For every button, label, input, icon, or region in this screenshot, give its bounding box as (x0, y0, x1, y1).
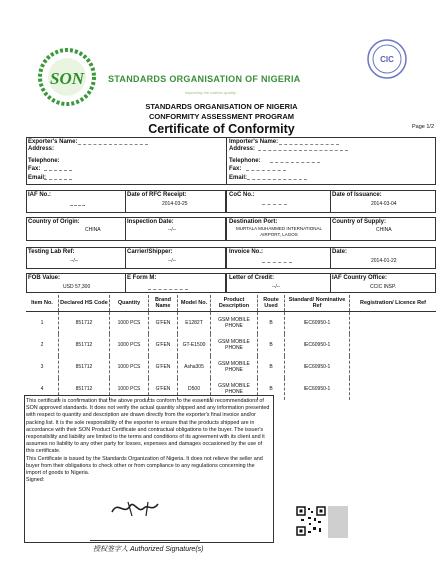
importer-telephone-label: Telephone: (229, 158, 261, 164)
exporter-email-value (44, 179, 72, 180)
header-standard: Standard/ Nominative Ref (285, 295, 350, 312)
cell-standard: IEC60950-1 (285, 334, 350, 356)
cell-brand: G'FEN (149, 334, 178, 356)
table-row (26, 356, 436, 378)
cell-quantity: 1000 PCS (110, 334, 149, 356)
header-item-no: Item No. (26, 295, 59, 312)
credit-label: Letter of Credit: (229, 275, 274, 281)
origin-label: Country of Origin: (28, 219, 80, 225)
cell-standard: IEC60950-1 (285, 312, 350, 335)
importer-email-value (247, 179, 307, 180)
exporter-address-label: Address: (28, 146, 55, 152)
iaf-no-value (70, 205, 85, 206)
redacted-block (328, 506, 348, 538)
exporter-telephone-label: Telephone: (28, 158, 60, 164)
invoice-value (262, 262, 292, 263)
importer-address-label: Address: (229, 146, 256, 152)
carrier-value: --/-- (168, 258, 177, 264)
cell-model: D500 (178, 378, 211, 400)
cell-registration (350, 356, 437, 378)
cell-registration (350, 312, 437, 335)
cell-quantity: 1000 PCS (110, 356, 149, 378)
lab-value: --/-- (70, 258, 79, 264)
importer-address-value (258, 150, 348, 151)
cell-hs-code: 851712 (59, 356, 110, 378)
exporter-name-value (78, 144, 148, 145)
header-brand: Brand Name (149, 295, 178, 312)
cell-hs-code: 851712 (59, 312, 110, 335)
qr-code (296, 506, 326, 536)
exporter-email-label: Email: (28, 175, 47, 181)
credit-value: --/-- (272, 284, 281, 290)
page-title: Certificate of Conformity (148, 122, 295, 136)
exporter-fax-value (44, 170, 72, 171)
cell-registration (350, 334, 437, 356)
destination-label: Destination Port: (229, 219, 278, 225)
cell-route: B (258, 356, 285, 378)
svg-text:CIC: CIC (380, 55, 394, 64)
cell-item-no: 4 (40, 386, 44, 392)
son-logo (34, 48, 100, 106)
header-hs-code: Declared HS Code (59, 295, 110, 312)
cell-registration (350, 378, 437, 400)
issuance-label: Date of Issuance: (332, 192, 382, 198)
header-quantity: Quantity (110, 295, 149, 312)
signed-label: Signed: (26, 477, 45, 484)
header-registration: Registration/ Licence Ref (350, 295, 437, 312)
destination-value: MURTALA MUHAMMED INTERNATIONAL AIRPORT, LAGOS (235, 226, 322, 237)
invoice-label: Invoice No.: (229, 249, 264, 255)
rfc-date-value: 2014-03-25 (162, 201, 188, 207)
table-header-row (26, 295, 436, 312)
origin-value: CHINA (85, 227, 101, 233)
cell-item-no: 2 (40, 342, 44, 348)
signature-caption: 授权签字人 Authorized Signature(s) (93, 546, 204, 553)
importer-fax-label: Fax: (229, 166, 242, 172)
inspection-label: Inspection Date: (127, 219, 174, 225)
cell-description: GSM MOBILE PHONE (211, 378, 258, 400)
iaf-office-value: CCIC INSP. (370, 284, 397, 290)
iaf-office-label: IAF Country Office: (332, 275, 387, 281)
table-row (26, 312, 436, 335)
title-line-2: CONFORMITY ASSESSMENT PROGRAM (148, 112, 294, 121)
cell-model: Asha305 (178, 356, 211, 378)
cell-description: GSM MOBILE PHONE (211, 356, 258, 378)
products-table (26, 295, 436, 400)
iaf-no-label: IAF No.: (28, 192, 51, 198)
supply-label: Country of Supply: (332, 219, 386, 225)
cell-standard: IEC60950-1 (285, 378, 350, 400)
cell-standard: IEC60950-1 (285, 356, 350, 378)
org-tagline: improving the nations quality... (185, 90, 239, 95)
coc-no-value (262, 204, 287, 205)
rfc-date-label: Date of RFC Receipt: (127, 192, 187, 198)
coc-no-label: CoC No.: (229, 192, 255, 198)
header-route: Route Used (258, 295, 285, 312)
eform-label: E Form M: (127, 275, 157, 281)
header-description: Product Description (211, 295, 258, 312)
signature (108, 498, 168, 518)
fob-label: FOB Value: (28, 275, 61, 281)
certification-paragraph-2: This Certificate is issued by the Standards Organization of Nigeria. It does not relieve the seller and buyer from their obligations to check other or from compliance to any regulations concerning the import of goods to Nigeria. (26, 455, 263, 477)
date-label: Date: (332, 249, 348, 255)
certification-paragraph-1: This certificate is confirmation that the above products conform to the essential recommendations of SON approved standards. It does not verify the actual quantity shipped and any information presented with respect to quantity and description are drawn directly from the exporter's final invoice and/or packing list. It is the sole responsibility of the exporter to ensure that the products shipped are in accordance with their SON Product Certificate and contractual obligations to the buyer. The issuer's responsibility and liability are limited to the terms and conditions of its agreement with its client and it assumes no liability to any other party for losses, expenses and damages occasioned by the use of this certificate. (26, 398, 270, 455)
certification-text (26, 398, 270, 484)
eform-value (148, 289, 188, 290)
cell-quantity: 1000 PCS (110, 378, 149, 400)
cell-hs-code: 851712 (59, 378, 110, 400)
lab-label: Testing Lab Ref: (28, 249, 75, 255)
cell-route: B (258, 312, 285, 335)
importer-fax-value (246, 170, 286, 171)
cell-brand: G'FEN (149, 378, 178, 400)
exporter-fax-label: Fax: (28, 166, 41, 172)
cell-route: B (258, 378, 285, 400)
importer-telephone-value (270, 162, 320, 163)
page-number: Page 1/2 (412, 124, 435, 130)
carrier-label: Carrier/Shipper: (127, 249, 173, 255)
importer-name-value (279, 144, 339, 145)
cell-quantity: 1000 PCS (110, 312, 149, 335)
cell-brand: G'FEN (149, 356, 178, 378)
cell-model: E1282T (178, 312, 211, 335)
cell-item-no: 3 (40, 364, 44, 370)
table-row (26, 334, 436, 356)
cell-brand: G'FEN (149, 312, 178, 335)
cic-logo (366, 38, 408, 80)
importer-email-label: Email: (229, 175, 248, 181)
date-value: 2014-01-22 (371, 258, 397, 264)
svg-text:SON: SON (49, 69, 85, 88)
cell-description: GSM MOBILE PHONE (211, 334, 258, 356)
cell-route: B (258, 334, 285, 356)
supply-value: CHINA (376, 227, 392, 233)
cell-item-no: 1 (40, 320, 44, 326)
exporter-name-label: Exporter's Name: (28, 139, 78, 145)
fob-value: USD 57,300 (63, 284, 91, 290)
issuance-value: 2014-03-04 (371, 201, 397, 207)
header-model: Model No. (178, 295, 211, 312)
inspection-value: --/-- (168, 227, 177, 233)
cell-model: GT-E1500 (178, 334, 211, 356)
org-name: STANDARDS ORGANISATION OF NIGERIA (108, 74, 301, 84)
signature-underline (90, 540, 200, 541)
importer-name-label: Importer's Name: (229, 139, 279, 145)
cell-description: GSM MOBILE PHONE (211, 312, 258, 335)
cell-hs-code: 851712 (59, 334, 110, 356)
title-line-1: STANDARDS ORGANISATION OF NIGERIA (145, 102, 298, 111)
